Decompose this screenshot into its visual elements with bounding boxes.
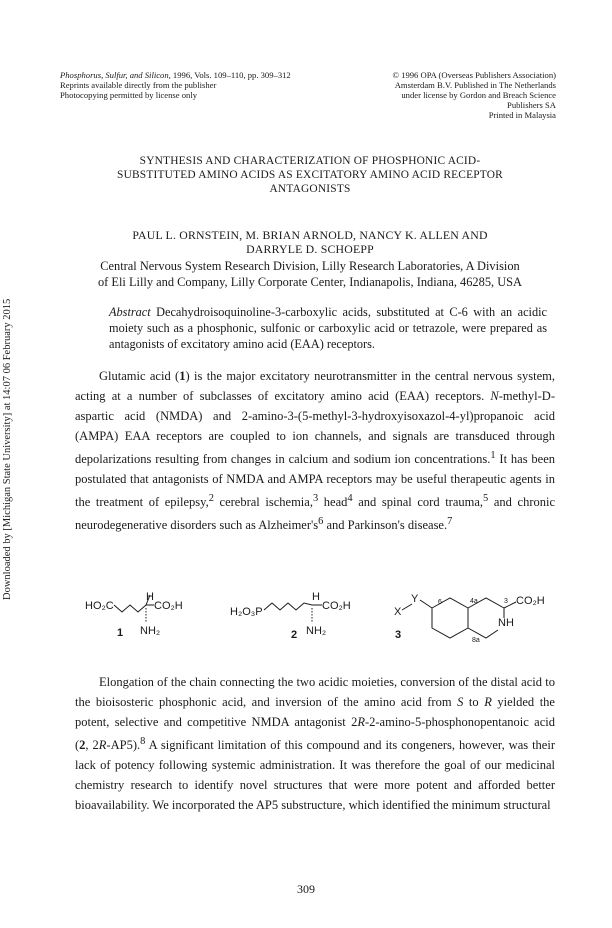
s3-pos6: 6: [438, 599, 442, 606]
author-line: PAUL L. ORNSTEIN, M. BRIAN ARNOLD, NANCY K. ALLEN AND: [132, 228, 488, 242]
citation-ref: 1: [490, 450, 496, 461]
citation-ref: 8: [140, 736, 146, 747]
compound-ref: 2: [79, 738, 86, 753]
p2-text: S: [457, 695, 464, 709]
affiliation: [60, 258, 560, 290]
s1-chain: [114, 605, 146, 612]
citation-ref: 3: [312, 493, 319, 505]
affiliation-line: of Eli Lilly and Company, Lilly Corporate Center, Indianapolis, Indiana, 46285, USA: [97, 275, 523, 289]
title-line: SYNTHESIS AND CHARACTERIZATION OF PHOSPHONIC ACID-: [139, 155, 481, 167]
structure-diagram: [60, 590, 560, 646]
publisher-line: Amsterdam B.V. Published in The Netherlands: [394, 80, 556, 90]
s1-amine: NH₂: [140, 625, 161, 637]
abstract: [109, 304, 547, 352]
compound-ref: 1: [179, 369, 186, 383]
p1-text: D: [541, 389, 551, 403]
s1-h: H: [146, 591, 154, 603]
s3-y: Y: [411, 593, 419, 605]
title-line: SUBSTITUTED AMINO ACIDS AS EXCITATORY AMINO ACID RECEPTOR: [117, 169, 503, 181]
citation-ref: 7: [447, 516, 453, 528]
s1-left-group: HO₂C: [85, 600, 114, 612]
s2-left-group: H₂O₃P: [230, 606, 263, 618]
journal-header-right: [306, 70, 556, 120]
p2-text: Elongation of the chain connecting the two acidic moieties, conversion of the distal acid to the bioisosteric phosphonic acid, and inversion of the amino acid from: [75, 675, 555, 709]
affiliation-line: Central Nervous System Research Division, Lilly Research Laboratories, A Division: [100, 259, 520, 273]
p1-text: and Parkinson's disease.: [323, 518, 448, 533]
title-line: ANTAGONISTS: [269, 183, 351, 195]
download-watermark: [2, 298, 22, 620]
p1-text: head: [318, 495, 348, 510]
author-list: [60, 228, 560, 256]
s2-h: H: [312, 591, 320, 603]
p1-text: ) is the major excitatory neurotransmitter in the central nervous system, acting at a number of subclasses of excitatory amino acid (EAA) receptors.: [75, 369, 555, 403]
paper-title: [60, 154, 560, 196]
p2-text: -2-amino-5-phosphonopentanoic acid (: [75, 715, 555, 753]
p2-text: R: [484, 695, 492, 709]
abstract-text: Decahydroisoquinoline-3-carboxylic acids, substituted at C-6 with an acidic moiety such as a phosphonic, sulfonic or carboxylic acid or tetrazole, were prepared as antagonists of excitatory amino acid (EAA) receptors.: [109, 305, 547, 351]
chemical-structures: [60, 590, 560, 646]
citation-ref: 5: [483, 493, 489, 505]
s1-number: 1: [117, 627, 124, 639]
abstract-label: Abstract: [109, 305, 151, 319]
reprint-note: Reprints available directly from the publisher: [60, 80, 217, 90]
license-line: under license by Gordon and Breach Science: [401, 90, 556, 100]
download-note-text: Downloaded by [Michigan State University] at 14:07 06 February 2015: [2, 298, 13, 600]
s3-pos3: 3: [504, 598, 508, 605]
p1-text: -aspartic acid (NMDA) and 2-amino-3-(5-methyl-3-hydroxyisoxazol-4-yl)propanoic acid (AMPA) EAA receptors are coupled to ion channels, and signals are transduced through depolarizations resulting from changes in calcium and sodium ion concentrations.: [75, 389, 555, 467]
s2-amine: NH₂: [306, 625, 327, 637]
s2-chain: [264, 603, 312, 610]
printed-line: Printed in Malaysia: [488, 110, 556, 120]
s3-pos8a: 8a: [472, 637, 480, 644]
citation-ref: 2: [208, 493, 214, 505]
copyright-line: © 1996 OPA (Overseas Publishers Association): [392, 70, 556, 80]
p1-text: cerebral ischemia,: [213, 495, 313, 510]
citation-ref: 4: [347, 493, 353, 505]
p2-text: A significant limitation of this compound and its congeners, however, was their lack of potency following systemic administration. It was therefore the goal of our medicinal chemistry research to identify novel structures that were more potent and afforded better bioavailability. We incorporated the AP5 substructure, which identified the minimum structural: [75, 738, 555, 813]
body-paragraph-2: [75, 672, 555, 815]
s3-pos4a: 4a: [470, 598, 478, 605]
s3-x: X: [394, 606, 402, 618]
s3-acid: CO₂H: [516, 595, 545, 607]
s2-right-group: CO₂H: [322, 600, 351, 612]
citation-ref: 6: [318, 516, 324, 528]
s3-y-ring-bond: [420, 600, 432, 608]
journal-citation: 1996, Vols. 109–110, pp. 309–312: [170, 70, 291, 80]
p1-text: -methyl-: [498, 389, 542, 403]
s3-number: 3: [395, 629, 402, 641]
body-paragraph-1: [75, 366, 555, 535]
p1-text: It has been postulated that antagonists of NMDA and AMPA receptors may be useful therapeutic agents in the treatment of epilepsy,: [75, 452, 555, 510]
p2-text: R: [98, 738, 107, 753]
p1-text: and spinal cord trauma,: [352, 495, 484, 510]
s1-right-group: CO₂H: [154, 600, 183, 612]
p1-text: and chronic neurodegenerative disorders such as Alzheimer's: [75, 495, 556, 533]
author-line: DARRYLE D. SCHOEPP: [246, 242, 374, 256]
photocopy-note: Photocopying permitted by license only: [60, 90, 198, 100]
journal-name: Phosphorus, Sulfur, and Silicon,: [60, 70, 171, 80]
s2-number: 2: [291, 629, 298, 641]
s3-nh: NH: [498, 617, 514, 629]
page-number: 309: [297, 882, 315, 896]
p2-text: to: [463, 695, 485, 709]
p2-text: -AP5).: [106, 738, 141, 753]
p2-text: R: [357, 715, 365, 729]
p1-text: Glutamic acid (: [99, 369, 180, 383]
p2-text: yielded the potent, selective and competitive NMDA antagonist 2: [75, 695, 555, 729]
p2-text: , 2: [85, 738, 99, 753]
p1-text: N: [490, 389, 499, 403]
publisher-sa-line: Publishers SA: [507, 100, 556, 110]
